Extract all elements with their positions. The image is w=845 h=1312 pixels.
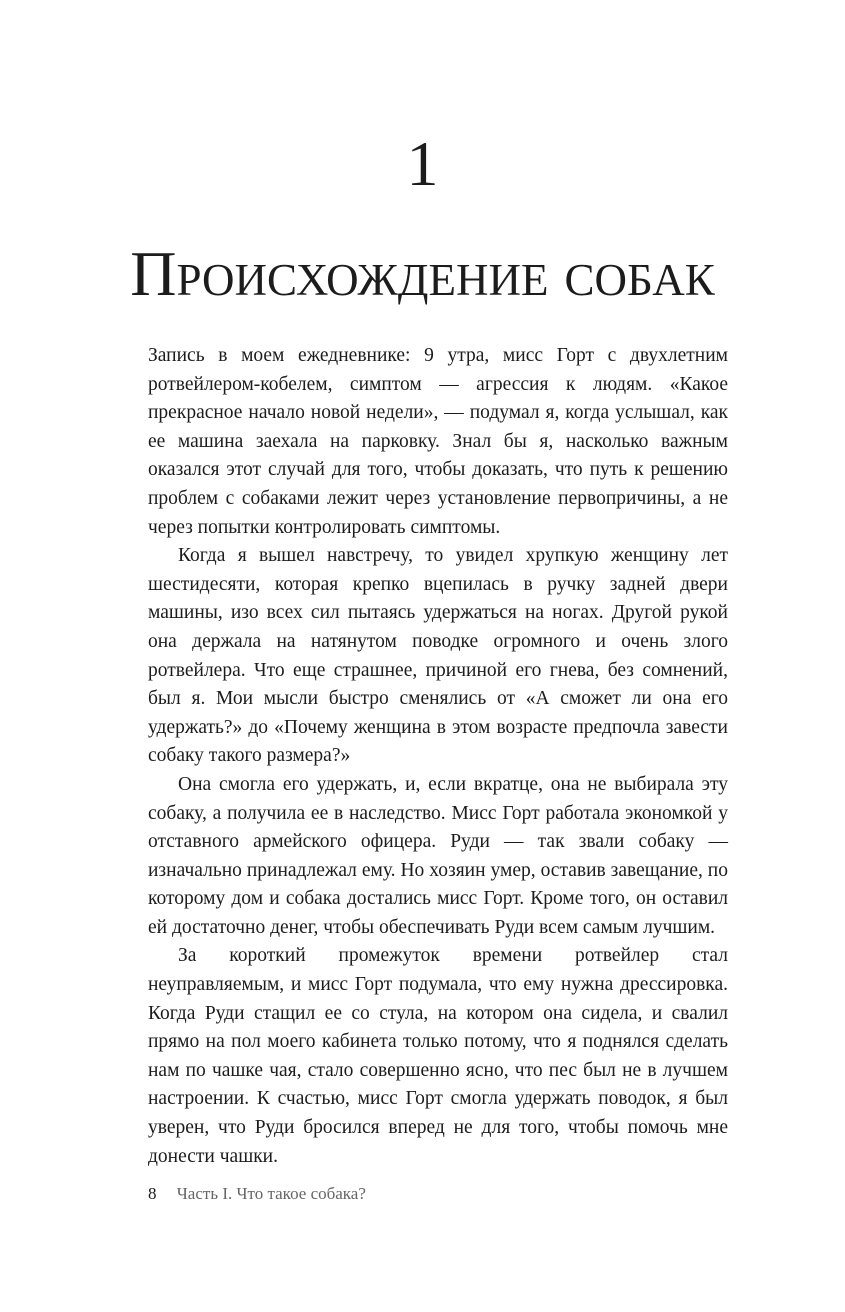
paragraph-2: Когда я вышел навстречу, то увидел хрупкую женщину лет шестидесяти, которая крепко вцепилась в ручку задней двери машины, изо всех сил пытаясь удержаться на ногах. Другой рукой она держала на натянутом поводке огромного и очень злого ротвейлера. Что еще страшнее, причиной его гнева, без сомнений, был я. Мои мысли быстро сменялись от «А сможет ли она его удержать?» до «Почему женщина в этом возрасте предпочла завести собаку такого размера?»	[148, 545, 728, 767]
page-number: 8	[148, 1184, 157, 1203]
paragraph-3: Она смогла его удержать, и, если вкратце, она не выбирала эту собаку, а получила ее в наследство. Мисс Горт работала экономкой у отставного армейского офицера. Руди — так звали собаку — изначально принадлежал ему. Но хозяин умер, оставив завещание, по которому дом и собака достались мисс Горт. Кроме того, он оставил ей достаточно денег, чтобы обеспечивать Руди всем самым лучшим.	[148, 773, 728, 938]
paragraph-1: Запись в моем ежедневнике: 9 утра, мисс Горт с двухлетним ротвейлером-кобелем, симптом — агрессия к людям. «Какое прекрасное начало новой недели», — подумал я, когда услышал, как ее машина заехала на парковку. Знал бы я, насколько важным оказался этот случай для того, чтобы доказать, что путь к решению проблем с собаками лежит через установление первопричины, а не через попытки контролировать симптомы.	[148, 345, 728, 538]
page-footer	[148, 1180, 366, 1208]
paragraph-4: За короткий промежуток времени ротвейлер стал неуправляемым, и мисс Горт подумала, что ему нужна дрессировка. Когда Руди стащил ее со стула, на котором она сидела, и свалил прямо на пол моего кабинета только потому, что я поднялся сделать нам по чашке чая, стало совершенно ясно, что пес был не в лучшем настроении. К счастью, мисс Горт смогла удержать поводок, я был уверен, что Руди бросился вперед не для того, чтобы помочь мне донести чашки.	[148, 945, 728, 1167]
running-head: Часть I. Что такое собака?	[176, 1184, 366, 1203]
chapter-body	[148, 342, 728, 1171]
chapter-title: Происхождение собак	[130, 238, 715, 309]
chapter-number: 1	[406, 128, 439, 199]
